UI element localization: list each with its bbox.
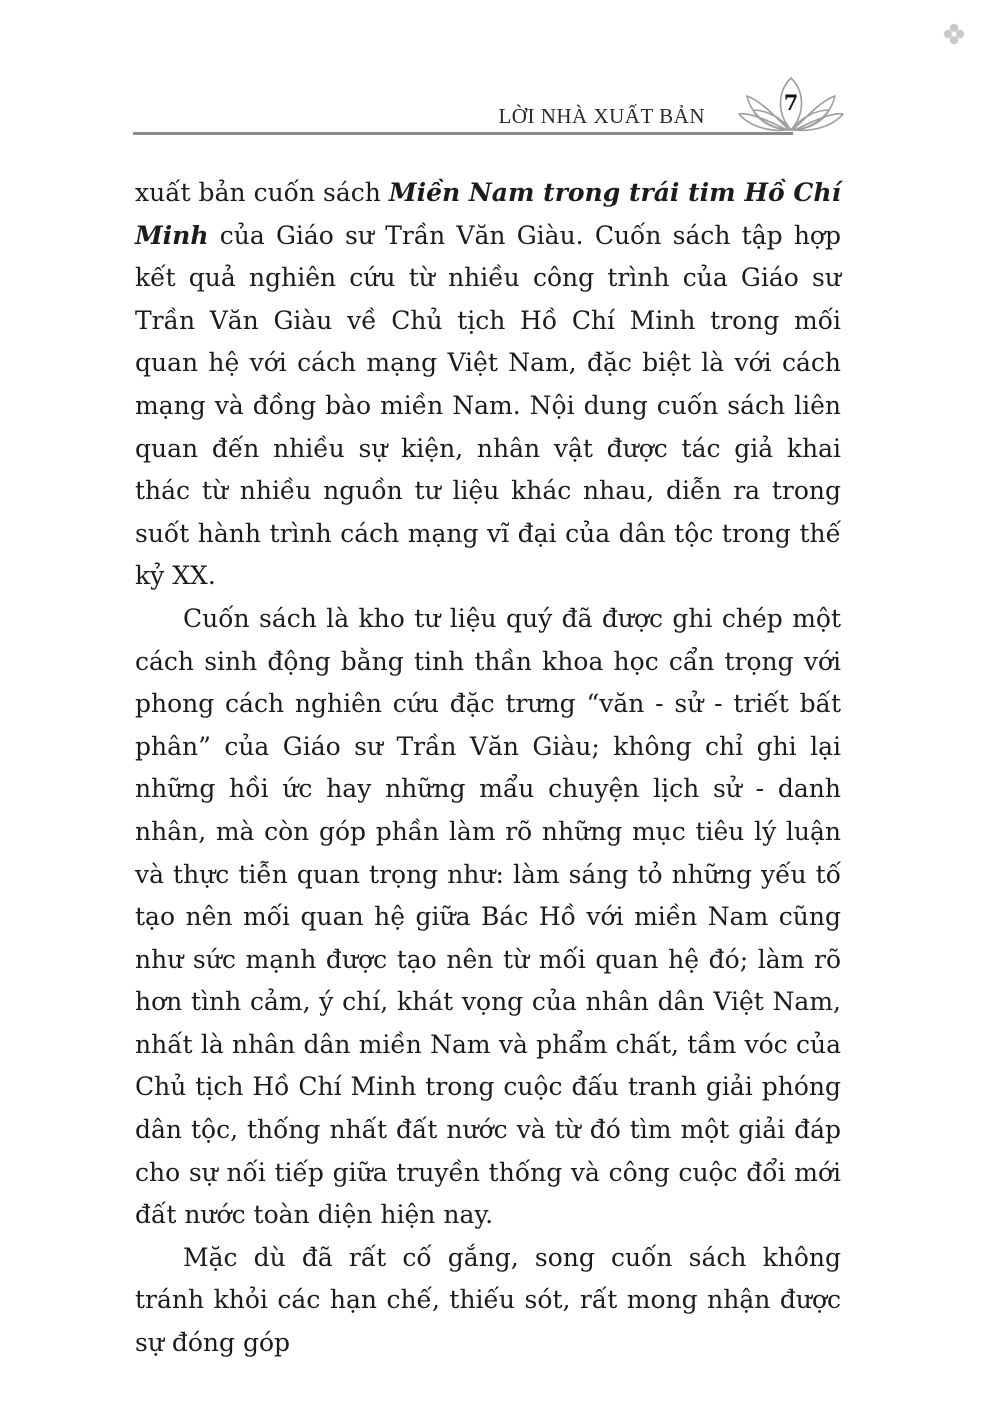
paragraph: [135, 172, 841, 598]
flower-ornament-icon: [942, 22, 966, 46]
paragraph: Mặc dù đã rất cố gắng, song cuốn sách không tránh khỏi các hạn chế, thiếu sót, rất mong nhận được sự đóng góp: [135, 1242, 841, 1358]
header-title: LỜI NHÀ XUẤT BẢN: [498, 104, 705, 128]
paragraph: Cuốn sách là kho tư liệu quý đã được ghi chép một cách sinh động bằng tinh thần khoa học cẩn trọng với phong cách nghiên cứu đặc trưng “văn - sử - triết bất phân” của Giáo sư Trần Văn Giàu; không chỉ ghi lại những hồi ức hay những mẩu chuyện lịch sử - danh nhân, mà còn góp phần làm rõ những mục tiêu lý luận và thực tiễn quan trọng như: làm sáng tỏ những yếu tố tạo nên mối quan hệ giữa Bác Hồ với miền Nam cũng như sức mạnh được tạo nên từ mối quan hệ đó; làm rõ hơn tình cảm, ý chí, khát vọng của nhân dân Việt Nam, nhất là nhân dân miền Nam và phẩm chất, tầm vóc của Chủ tịch Hồ Chí Minh trong cuộc đấu tranh giải phóng dân tộc, thống nhất đất nước và từ đó tìm một giải đáp cho sự nối tiếp giữa truyền thống và công cuộc đổi mới đất nước toàn diện hiện nay.: [135, 603, 841, 1230]
page-number: 7: [783, 90, 799, 115]
body-text: [135, 172, 841, 1365]
book-title: Miền Nam trong trái tim Hồ Chí Minh: [135, 178, 842, 250]
paragraph-lead: xuất bản cuốn sách: [135, 178, 389, 207]
paragraph-text: của Giáo sư Trần Văn Giàu. Cuốn sách tập hợp kết quả nghiên cứu từ nhiều công trình của Giáo sư Trần Văn Giàu về Chủ tịch Hồ Chí Minh trong mối quan hệ với cách mạng Việt Nam, đặc biệt là với cách mạng và đồng bào miền Nam. Nội dung cuốn sách liên quan đến nhiều sự kiện, nhân vật được tác giả khai thác từ nhiều nguồn tư liệu khác nhau, diễn ra trong suốt hành trình cách mạng vĩ đại của dân tộc trong thế kỷ XX.: [135, 220, 841, 591]
header-rule: [133, 132, 793, 135]
running-header: [133, 70, 843, 140]
